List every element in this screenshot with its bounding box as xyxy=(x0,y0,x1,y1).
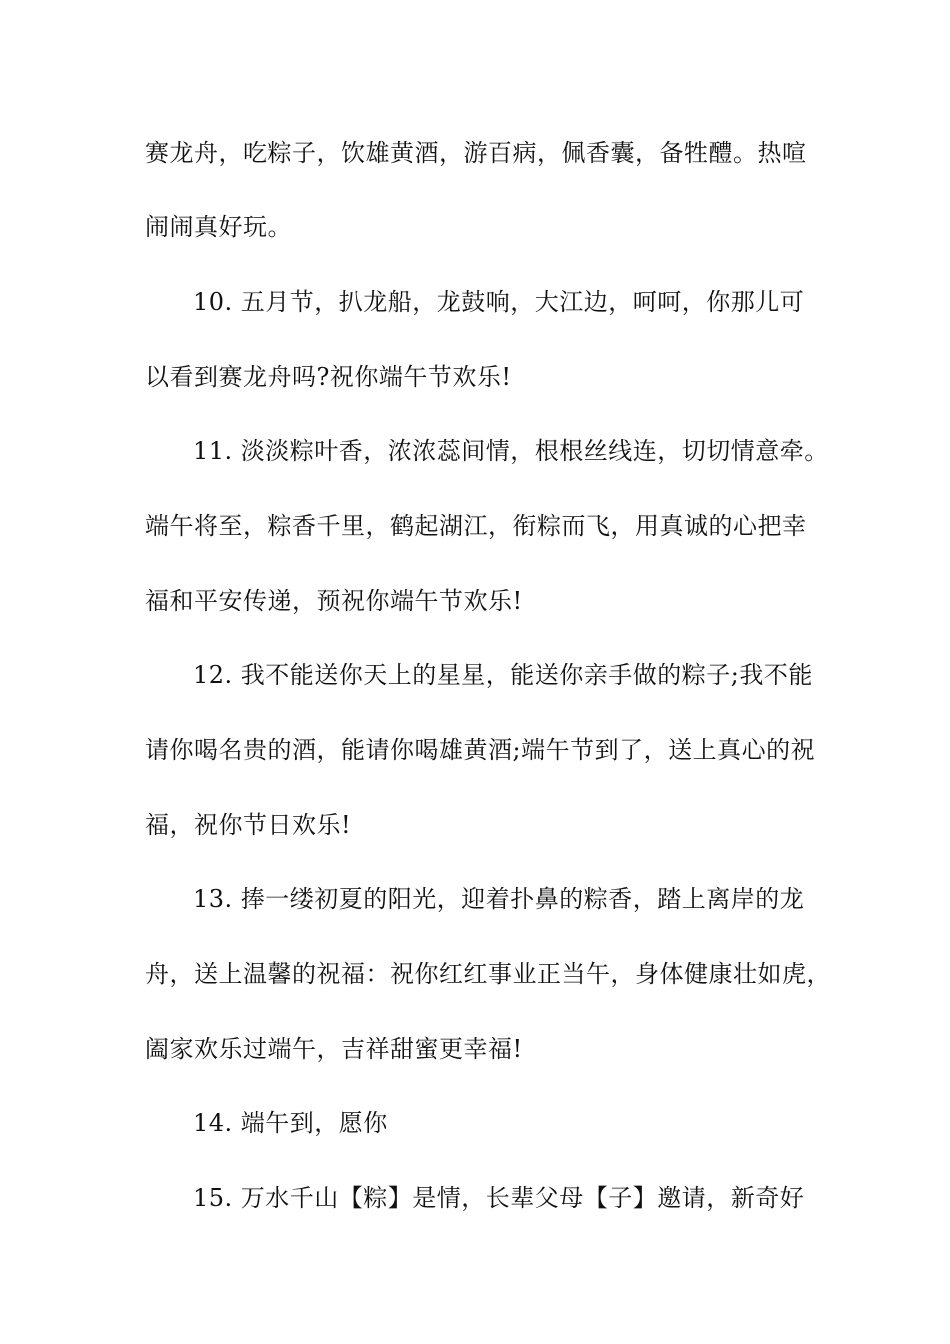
text-line: 以看到赛龙舟吗?祝你端午节欢乐! xyxy=(145,363,512,391)
text-line: 11. 淡淡粽叶香，浓浓蕊间情，根根丝线连，切切情意牵。 xyxy=(193,437,829,465)
text-line: 闹闹真好玩。 xyxy=(145,213,292,241)
text-line: 福，祝你节日欢乐! xyxy=(145,811,352,839)
text-line: 福和平安传递，预祝你端午节欢乐! xyxy=(145,587,523,615)
text-line: 13. 捧一缕初夏的阳光，迎着扑鼻的粽香，踏上离岸的龙 xyxy=(193,885,805,913)
text-line: 15. 万水千山【粽】是情，长辈父母【子】邀请，新奇好 xyxy=(193,1184,805,1212)
text-line: 请你喝名贵的酒，能请你喝雄黄酒;端午节到了，送上真心的祝 xyxy=(145,736,816,764)
text-line: 10. 五月节，扒龙船，龙鼓响，大江边，呵呵，你那儿可 xyxy=(193,288,805,316)
text-line: 阖家欢乐过端午，吉祥甜蜜更幸福! xyxy=(145,1035,523,1063)
text-line: 舟，送上温馨的祝福：祝你红红事业正当午，身体健康壮如虎， xyxy=(145,960,831,988)
text-line: 12. 我不能送你天上的星星，能送你亲手做的粽子;我不能 xyxy=(193,661,813,689)
text-line: 14. 端午到，愿你 xyxy=(193,1109,388,1137)
text-line: 赛龙舟，吃粽子，饮雄黄酒，游百病，佩香囊，备牲醴。热喧 xyxy=(145,139,807,167)
text-line: 端午将至，粽香千里，鹤起湖江，衔粽而飞，用真诚的心把幸 xyxy=(145,512,807,540)
